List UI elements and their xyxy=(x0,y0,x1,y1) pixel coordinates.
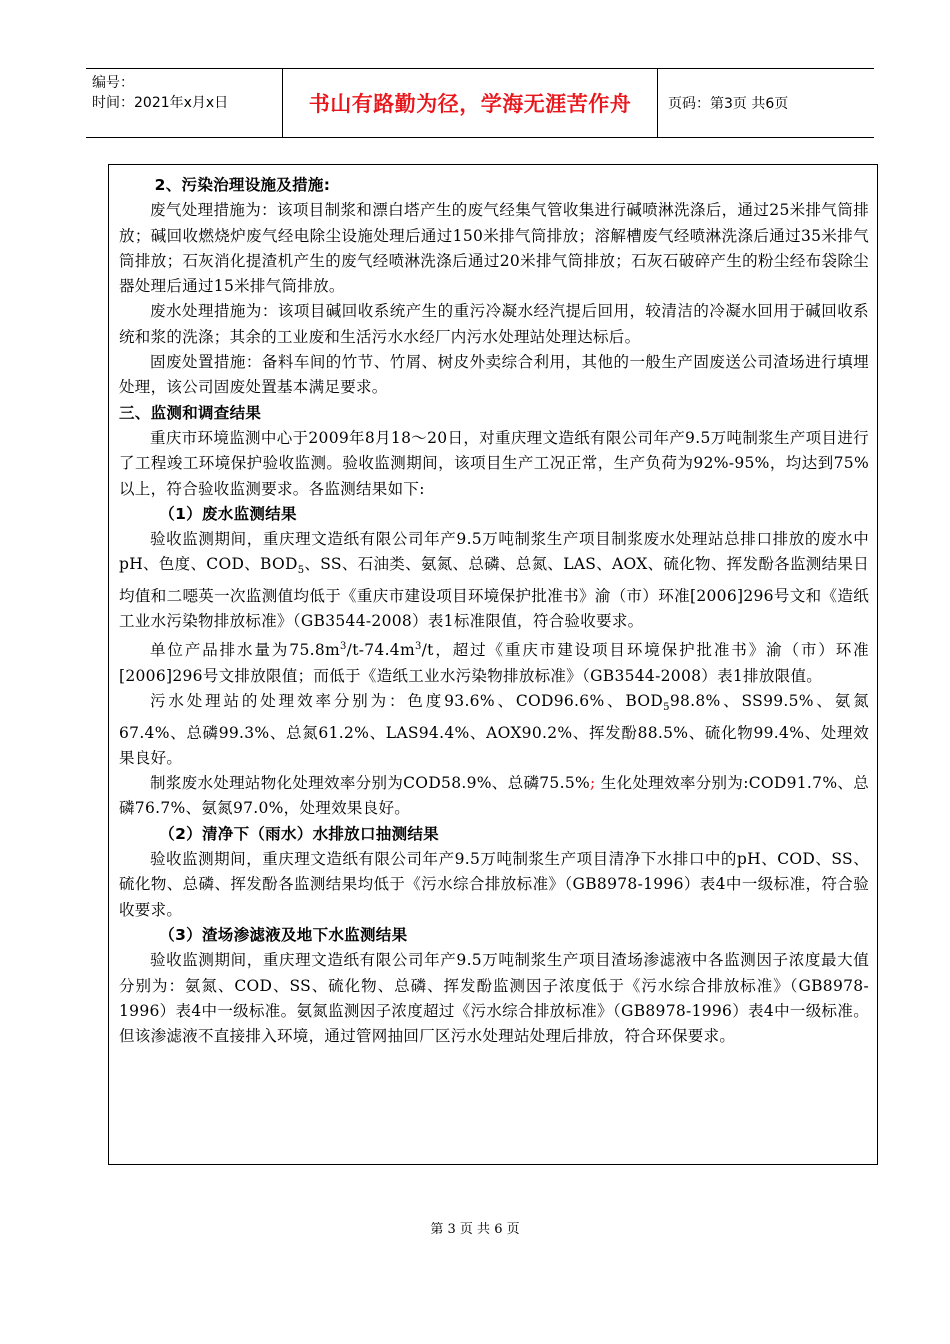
paragraph-solid: 固废处置措施：备料车间的竹节、竹屑、树皮外卖综合利用，其他的一般生产固废送公司渣场进行填埋处理，该公司固废处置基本满足要求。 xyxy=(119,353,869,397)
content-box xyxy=(108,164,878,1165)
paragraph-leachate: 验收监测期间，重庆理文造纸有限公司年产9.5万吨制浆生产项目渣场渗滤液中各监测因子浓度最大值分别为：氨氮、COD、SS、硫化物、总磷、挥发酚监测因子浓度低于《污水综合排放标准》（GB8978-1996）表4中一级标准。氨氮监测因子浓度超过《污水综合排放标准》（GB8978-1996）表4中一级标准。但该渗滤液不直接排入环境，通过管网抽回厂区污水处理站处理后排放，符合环保要求。 xyxy=(119,951,869,1046)
paragraph-gas: 废气处理措施为：该项目制浆和漂白塔产生的废气经集气管收集进行碱喷淋洗涤后，通过25米排气筒排放；碱回收燃烧炉废气经电除尘设施处理后通过150米排气筒排放；溶解槽废气经喷淋洗涤后通过35米排气筒排放；石灰消化提渣机产生的废气经喷淋洗涤后通过20米排气筒排放；石灰石破碎产生的粉尘经布袋除尘器处理后通过15米排气筒排放。 xyxy=(119,201,869,296)
page-footer: 第 3 页 共 6 页 xyxy=(430,1222,520,1237)
text-run: 生化处理效率分别为:COD91.7%、总磷76.7%、氨氮97.0%，处理效果良好。 xyxy=(119,774,869,818)
subscript: 5 xyxy=(297,565,305,577)
subsection-3-title: （3）渣场渗滤液及地下水监测结果 xyxy=(159,925,408,944)
text-run: 98.8%、SS99.5%、氨氮67.4%、总磷99.3%、总氮61.2%、LAS94.4%、AOX90.2%、挥发酚88.5%、硫化物99.4%、处理效果良好。 xyxy=(119,692,869,767)
subsection-1-title: （1）废水监测结果 xyxy=(159,504,297,523)
red-mark: ; xyxy=(590,774,596,793)
text-run: 单位产品排水量为75.8m xyxy=(150,641,340,660)
page-header xyxy=(86,68,874,138)
number-label: 编号： xyxy=(92,75,134,91)
superscript: 3 xyxy=(414,641,422,653)
paragraph-wastewater-4 xyxy=(119,771,869,822)
subscript: 5 xyxy=(663,702,670,714)
superscript: 3 xyxy=(340,641,347,653)
section-2-title: 2、污染治理设施及措施: xyxy=(154,176,331,194)
paragraph-wastewater-2 xyxy=(119,634,869,689)
page-indicator: 页码：第3页 共6页 xyxy=(668,96,789,112)
subsection-2-title: （2）清净下（雨水）水排放口抽测结果 xyxy=(159,824,439,843)
header-right xyxy=(658,69,874,137)
header-center xyxy=(282,69,658,137)
text-run: /t，超过《重庆市建设项目环境保护批准书》渝（市）环准[2006]296号文排放限值；而低于《造纸工业水污染物排放标准》（GB3544-2008）表1排放限值。 xyxy=(119,641,869,685)
paragraph-intro: 重庆市环境监测中心于2009年8月18～20日，对重庆理文造纸有限公司年产9.5万吨制浆生产项目进行了工程竣工环境保护验收监测。验收监测期间，该项目生产工况正常，生产负荷为92%-95%，均达到75%以上，符合验收监测要求。各监测结果如下: xyxy=(119,428,869,498)
text-run: 污水处理站的处理效率分别为：色度93.6%、COD96.6%、BOD xyxy=(150,692,664,711)
header-left xyxy=(86,69,282,137)
paragraph-water: 废水处理措施为：该项目碱回收系统产生的重污冷凝水经汽提后回用，较清洁的冷凝水回用于碱回收系统和浆的洗涤；其余的工业废和生活污水水经厂内污水处理站处理达标后。 xyxy=(119,302,869,346)
section-3-title: 三、监测和调查结果 xyxy=(119,403,262,422)
time-label: 时间：2021年x月x日 xyxy=(92,95,229,111)
paragraph-rainwater: 验收监测期间，重庆理文造纸有限公司年产9.5万吨制浆生产项目清净下水排口中的pH、COD、SS、硫化物、总磷、挥发酚各监测结果均低于《污水综合排放标准》（GB8978-1996）表4中一级标准，符合验收要求。 xyxy=(119,850,869,919)
text-run: 验收监测期间，重庆理文造纸有限公司年产9.5万吨制浆生产项目制浆废水处理站总排口排放的废水中pH、色度、COD、BOD xyxy=(119,530,869,574)
text-run: /t-74.4m xyxy=(346,641,415,660)
paragraph-wastewater-1 xyxy=(119,527,869,634)
paragraph-wastewater-3 xyxy=(119,689,869,771)
header-motto: 书山有路勤为径，学海无涯苦作舟 xyxy=(308,92,632,116)
text-run: 、SS、石油类、氨氮、总磷、总氮、LAS、AOX、硫化物、挥发酚各监测结果日均值和二噁英一次监测值均低于《重庆市建设项目环境保护批准书》渝（市）环准[2006]296号文和《造纸工业水污染物排放标准》（GB3544-2008）表1标准限值，符合验收要求。 xyxy=(119,555,869,631)
text-run: 制浆废水处理站物化处理效率分别为COD58.9%、总磷75.5% xyxy=(150,774,591,793)
